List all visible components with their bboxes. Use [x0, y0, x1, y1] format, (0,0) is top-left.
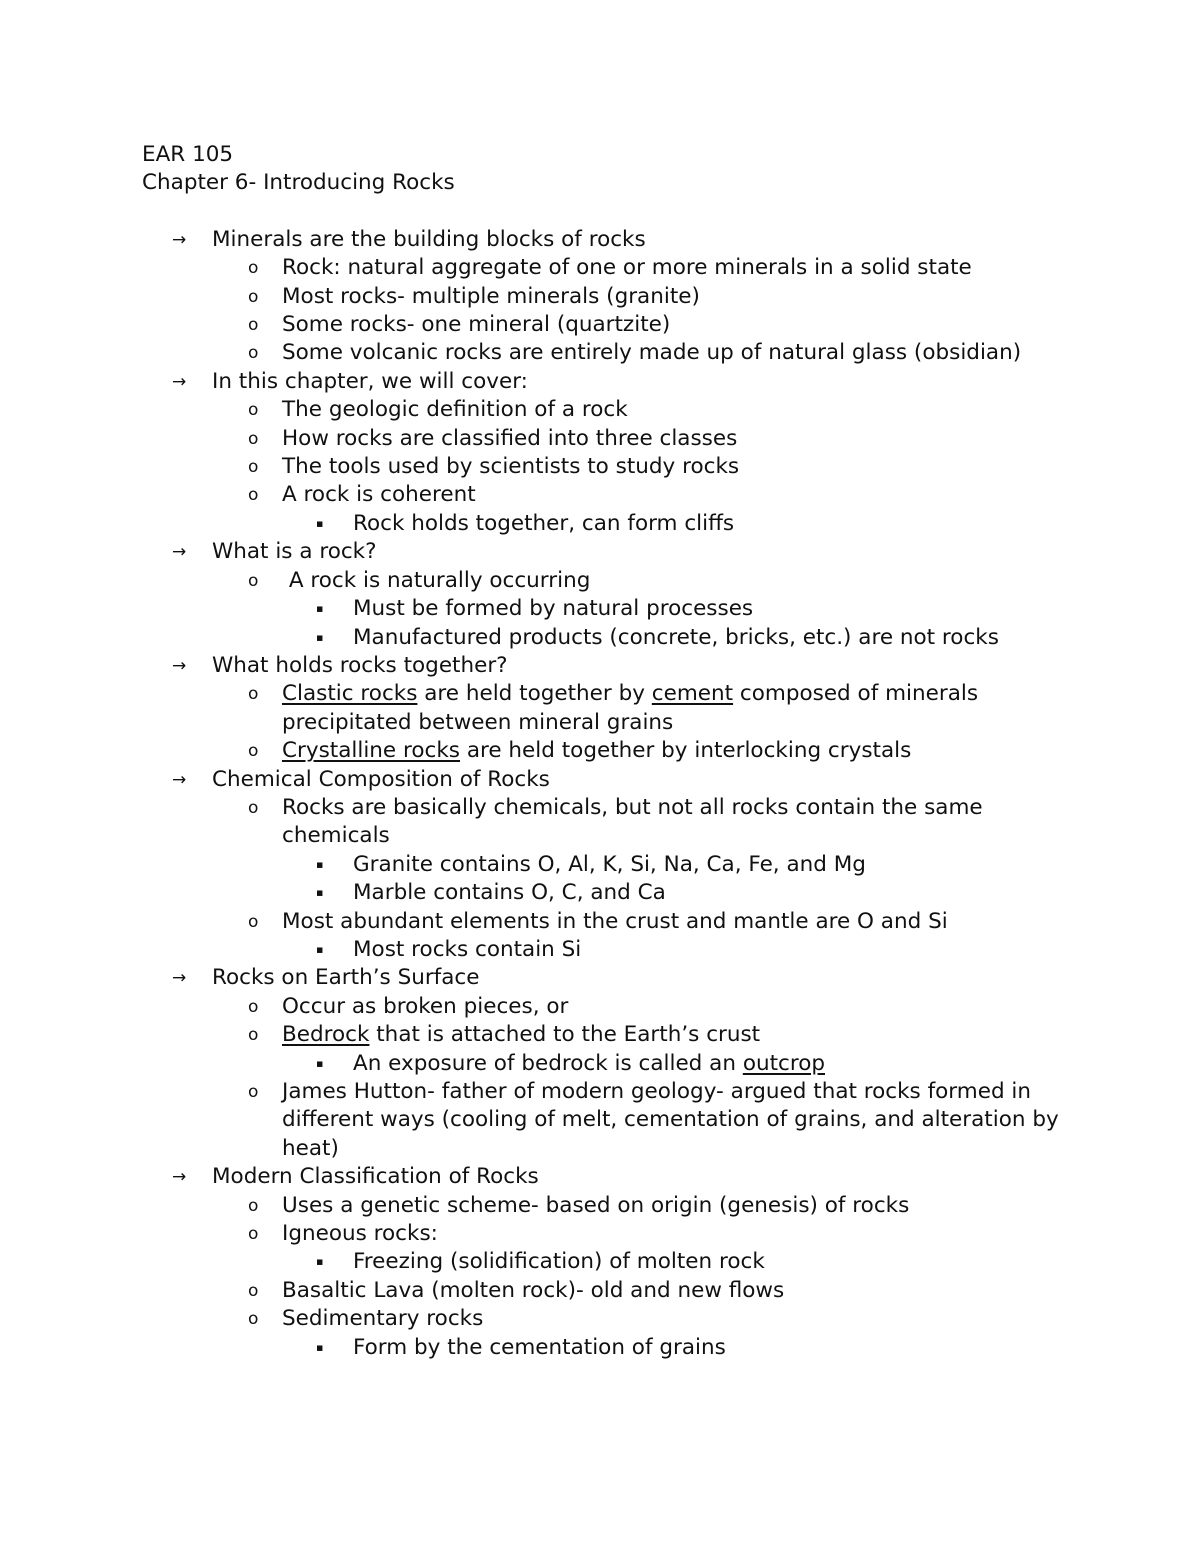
- heading-text: What is a rock?: [212, 539, 377, 565]
- term-crystalline-rocks: Crystalline rocks: [282, 738, 460, 764]
- list-item: [142, 680, 1062, 737]
- item-text: How rocks are classified into three classes: [282, 425, 738, 451]
- item-text: The geologic definition of a rock: [282, 397, 628, 423]
- square-bullet: ▪: [316, 1056, 324, 1070]
- text-segment: An exposure of bedrock is called an: [353, 1050, 743, 1076]
- list-item: [142, 1192, 1062, 1220]
- circle-bullet: o: [248, 1224, 259, 1245]
- circle-bullet: o: [248, 1195, 259, 1216]
- item-text: Granite contains O, Al, K, Si, Na, Ca, Fe, and Mg: [353, 851, 866, 877]
- square-bullet: ▪: [316, 602, 324, 616]
- square-bullet: ▪: [316, 1340, 324, 1354]
- circle-bullet: o: [248, 1309, 259, 1330]
- heading-text: Minerals are the building blocks of rocks: [212, 226, 646, 252]
- heading-text: What holds rocks together?: [212, 652, 508, 678]
- list-item: [142, 396, 1062, 424]
- item-text: Must be formed by natural processes: [353, 596, 754, 622]
- item-text: Freezing (solidification) of molten rock: [353, 1249, 765, 1275]
- circle-bullet: o: [248, 428, 259, 449]
- item-text: Sedimentary rocks: [282, 1306, 484, 1332]
- item-text: Some rocks- one mineral (quartzite): [282, 312, 671, 338]
- list-item: [142, 339, 1062, 367]
- text-segment: are held together by interlocking crystals: [459, 738, 912, 764]
- item-text: Rock holds together, can form cliffs: [353, 510, 735, 536]
- item-text: Occur as broken pieces, or: [282, 993, 569, 1019]
- chapter-title: Chapter 6- Introducing Rocks: [142, 170, 455, 196]
- list-item: [142, 453, 1062, 481]
- square-bullet: ▪: [316, 516, 324, 530]
- item-text: A rock is coherent: [282, 482, 476, 508]
- heading-text: Rocks on Earth’s Surface: [212, 965, 480, 991]
- term-outcrop: outcrop: [742, 1050, 826, 1076]
- list-item: [142, 993, 1062, 1021]
- item-text: Uses a genetic scheme- based on origin (genesis) of rocks: [282, 1192, 910, 1218]
- item-text: Most abundant elements in the crust and mantle are O and Si: [282, 908, 948, 934]
- list-item: [142, 908, 1062, 936]
- circle-bullet: o: [248, 343, 259, 364]
- item-text: Rock: natural aggregate of one or more minerals in a solid state: [282, 255, 972, 281]
- blank-line: [142, 198, 1062, 226]
- text-segment: are held together by: [417, 681, 652, 707]
- item-text: [282, 1021, 1062, 1049]
- list-item: [142, 1305, 1062, 1333]
- term-cement: cement: [651, 681, 734, 707]
- term-bedrock: Bedrock: [282, 1022, 370, 1048]
- list-item: [142, 1277, 1062, 1305]
- item-text: Marble contains O, C, and Ca: [353, 880, 666, 906]
- square-bullet: ▪: [316, 630, 324, 644]
- term-clastic-rocks: Clastic rocks: [282, 681, 418, 707]
- list-item: [142, 1220, 1062, 1248]
- list-item: [142, 567, 1062, 595]
- list-item: [142, 425, 1062, 453]
- circle-bullet: o: [248, 797, 259, 818]
- arrow-bullet: →: [172, 371, 187, 392]
- list-item: [142, 311, 1062, 339]
- item-text: Form by the cementation of grains: [353, 1334, 726, 1360]
- circle-bullet: o: [248, 570, 259, 591]
- list-item: [142, 1021, 1062, 1049]
- heading-minerals: [142, 226, 1062, 254]
- sub-list-item: [142, 1050, 1062, 1078]
- circle-bullet: o: [248, 1082, 259, 1102]
- item-text: Some volcanic rocks are entirely made up of natural glass (obsidian): [282, 340, 1022, 366]
- item-text: [282, 680, 1062, 737]
- sub-list-item: [142, 510, 1062, 538]
- list-item: [142, 254, 1062, 282]
- item-text: Most rocks- multiple minerals (granite): [282, 283, 700, 309]
- text-segment: that is attached to the Earth’s crust: [369, 1022, 761, 1048]
- document-page: [142, 141, 1062, 1362]
- arrow-bullet: →: [172, 655, 187, 676]
- item-text: A rock is naturally occurring: [282, 567, 591, 593]
- list-item: [142, 481, 1062, 509]
- heading-what-holds-rocks: [142, 652, 1062, 680]
- course-code: EAR 105: [142, 142, 234, 167]
- square-bullet: ▪: [316, 942, 324, 956]
- circle-bullet: o: [248, 911, 259, 932]
- circle-bullet: o: [248, 258, 259, 279]
- sub-list-item: [142, 1248, 1062, 1276]
- list-item: [142, 737, 1062, 765]
- square-bullet: ▪: [316, 857, 324, 871]
- heading-what-is-rock: [142, 538, 1062, 566]
- item-text: Basaltic Lava (molten rock)- old and new flows: [282, 1277, 785, 1303]
- heading-modern-classification: [142, 1163, 1062, 1191]
- square-bullet: ▪: [316, 886, 324, 900]
- arrow-bullet: →: [172, 1167, 187, 1188]
- item-text: Igneous rocks:: [282, 1221, 438, 1247]
- circle-bullet: o: [248, 1025, 259, 1046]
- item-text: Rocks are basically chemicals, but not all rocks contain the same chemicals: [282, 794, 983, 849]
- item-text: James Hutton- father of modern geology- argued that rocks formed in different ways (cooling of melt, cementation of grains, and alteration by heat): [282, 1079, 1059, 1161]
- item-text: Manufactured products (concrete, bricks, etc.) are not rocks: [353, 624, 999, 650]
- heading-text: Modern Classification of Rocks: [212, 1164, 539, 1190]
- sub-list-item: [142, 879, 1062, 907]
- sub-list-item: [142, 936, 1062, 964]
- circle-bullet: o: [248, 286, 259, 307]
- list-item: [142, 1078, 1062, 1163]
- sub-list-item: [142, 624, 1062, 652]
- sub-list-item: [142, 851, 1062, 879]
- arrow-bullet: →: [172, 769, 187, 790]
- item-text: The tools used by scientists to study rocks: [282, 454, 740, 480]
- list-item: [142, 794, 1062, 851]
- heading-text: In this chapter, we will cover:: [212, 368, 528, 394]
- arrow-bullet: →: [172, 542, 187, 563]
- circle-bullet: o: [248, 400, 259, 421]
- item-text: [353, 1050, 1013, 1078]
- arrow-bullet: →: [172, 968, 187, 989]
- circle-bullet: o: [248, 1280, 259, 1301]
- heading-chapter-coverage: [142, 368, 1062, 396]
- circle-bullet: o: [248, 485, 259, 506]
- arrow-bullet: →: [172, 229, 187, 250]
- circle-bullet: o: [248, 315, 259, 336]
- circle-bullet: o: [248, 996, 259, 1017]
- square-bullet: ▪: [316, 1255, 324, 1269]
- heading-text: Chemical Composition of Rocks: [212, 766, 550, 792]
- sub-list-item: [142, 1334, 1062, 1362]
- item-text: [282, 737, 1062, 765]
- list-item: [142, 283, 1062, 311]
- circle-bullet: o: [248, 684, 259, 705]
- heading-rocks-on-surface: [142, 964, 1062, 992]
- heading-chemical-composition: [142, 766, 1062, 794]
- text-segment: composed of minerals precipitated between mineral grains: [282, 681, 985, 735]
- sub-list-item: [142, 595, 1062, 623]
- item-text: Most rocks contain Si: [353, 936, 582, 962]
- circle-bullet: o: [248, 457, 259, 478]
- circle-bullet: o: [248, 741, 259, 762]
